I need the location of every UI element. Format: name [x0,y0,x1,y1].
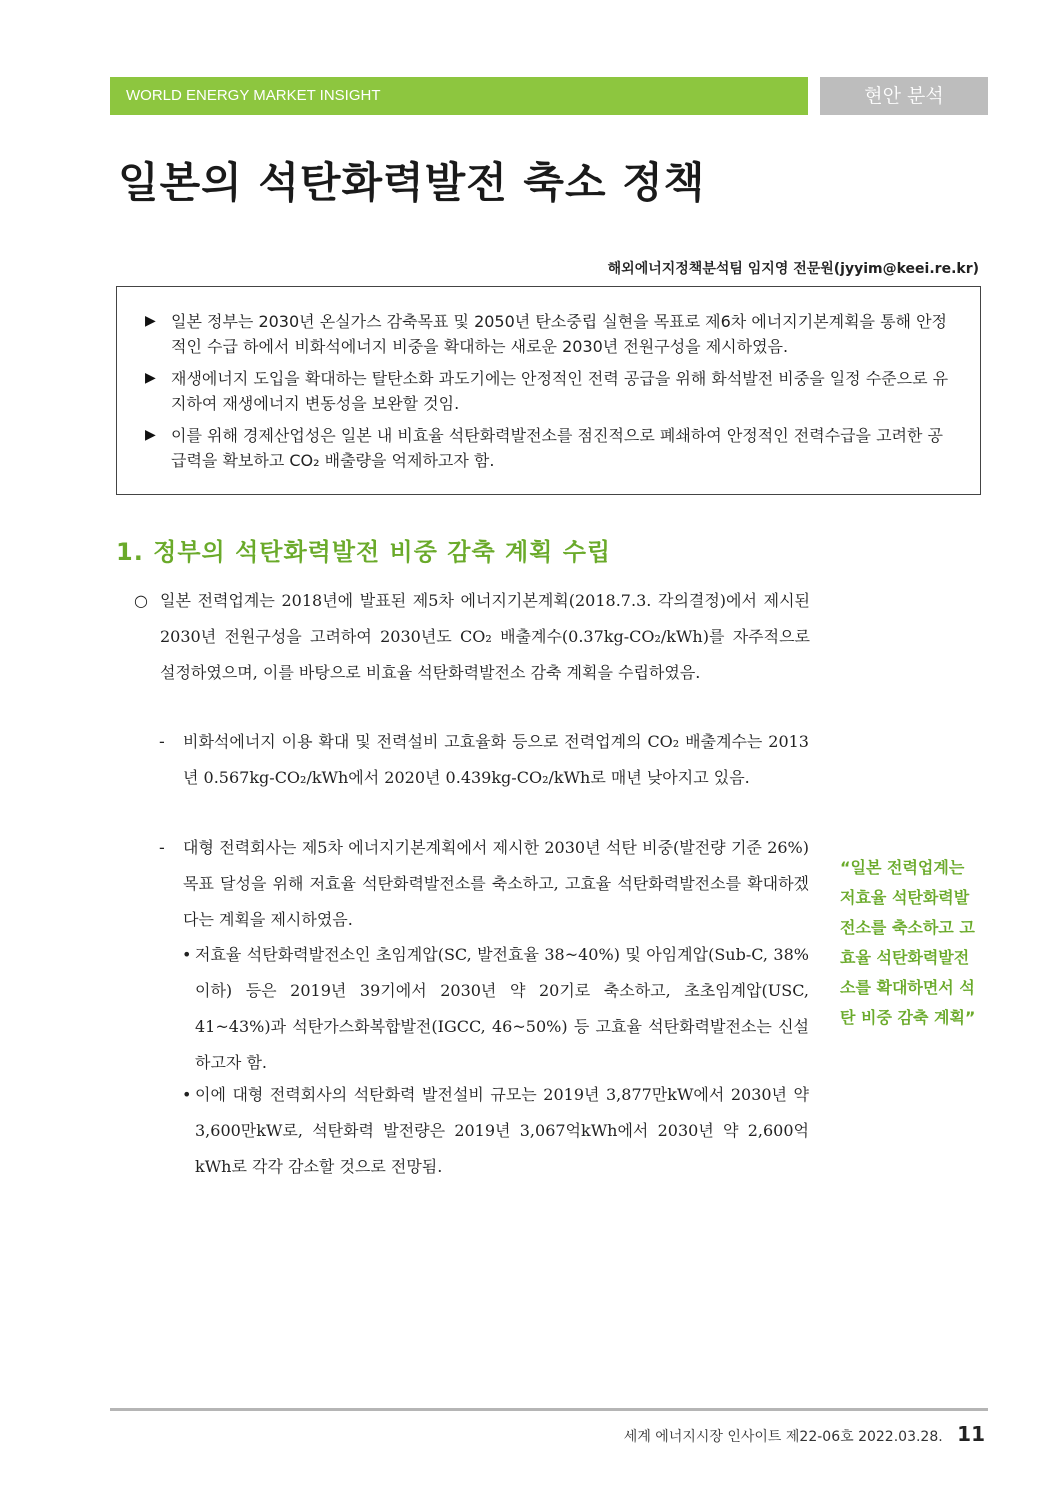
summary-box [116,286,981,495]
dot-bullet-icon: • [182,1085,192,1104]
summary-text: 재생에너지 도입을 확대하는 탈탄소화 과도기에는 안정적인 전력 공급을 위해 화석발전 비중을 일정 수준으로 유지하여 재생에너지 변동성을 보완할 것임. [171,369,949,413]
triangle-bullet-icon: ▶ [145,313,156,329]
pull-quote: “일본 전력업계는 저효율 석탄화력발전소를 축소하고 고효율 석탄화력발전소를 확대하면서 석탄 비중 감축 계획” [840,858,976,1027]
footer-divider [110,1408,988,1411]
page-footer [624,1422,985,1446]
series-banner: WORLD ENERGY MARKET INSIGHT [110,77,808,115]
dot-paragraph-text: 저효율 석탄화력발전소인 초임계압(SC, 발전효율 38~40%) 및 아임계압(Sub-C, 38% 이하) 등은 2019년 39기에서 2030년 약 20기로 축소하고, 초초임계압(USC, 41~43%)과 석탄가스화복합발전(IGCC, 46~50%) 등 고효율 석탄화력발전소는 신설하고자 함. [195,945,809,1072]
circle-bullet-icon: ○ [134,591,148,610]
dot-paragraph [182,1077,809,1185]
publication-info: 세계 에너지시장 인사이트 제22-06호 2022.03.28. [623,1429,943,1445]
dot-bullet-icon: • [182,945,192,964]
summary-item [145,423,956,473]
main-paragraph-text: 일본 전력업계는 2018년에 발표된 제5차 에너지기본계획(2018.7.3. 각의결정)에서 제시된 2030년 전원구성을 고려하여 2030년도 CO₂ 배출계수(0.37kg-CO₂/kWh)를 자주적으로 설정하였으며, 이를 바탕으로 비효율 석탄화력발전소 감축 계획을 수립하였음. [160,591,810,682]
summary-item [145,309,956,359]
summary-text: 이를 위해 경제산업성은 일본 내 비효율 석탄화력발전소를 점진적으로 폐쇄하여 안정적인 전력수급을 고려한 공급력을 확보하고 CO₂ 배출량을 억제하고자 함. [171,426,944,470]
dash-paragraph [159,830,809,938]
author-line: 해외에너지정책분석팀 임지영 전문원(jyyim@keei.re.kr) [607,261,979,277]
triangle-bullet-icon: ▶ [145,427,156,443]
page-number: 11 [957,1422,985,1446]
dash-bullet: - [159,838,165,857]
dash-paragraph [159,724,809,796]
triangle-bullet-icon: ▶ [145,370,156,386]
category-badge: 현안 분석 [820,77,988,115]
dash-paragraph-text: 비화석에너지 이용 확대 및 전력설비 고효율화 등으로 전력업계의 CO₂ 배출계수는 2013년 0.567kg-CO₂/kWh에서 2020년 0.439kg-CO₂/kWh로 매년 낮아지고 있음. [183,732,809,787]
dot-paragraph [182,937,809,1081]
section-heading: 1. 정부의 석탄화력발전 비중 감축 계획 수립 [116,538,612,566]
dash-paragraph-text: 대형 전력회사는 제5차 에너지기본계획에서 제시한 2030년 석탄 비중(발전량 기준 26%) 목표 달성을 위해 저효율 석탄화력발전소를 축소하고, 고효율 석탄화력발전소를 확대하겠다는 계획을 제시하였음. [183,838,809,929]
summary-text: 일본 정부는 2030년 온실가스 감축목표 및 2050년 탄소중립 실현을 목표로 제6차 에너지기본계획을 통해 안정적인 수급 하에서 비화석에너지 비중을 확대하는 새로운 2030년 전원구성을 제시하였음. [171,312,947,356]
page-title: 일본의 석탄화력발전 축소 정책 [118,158,706,207]
dash-bullet: - [159,732,165,751]
dot-paragraph-text: 이에 대형 전력회사의 석탄화력 발전설비 규모는 2019년 3,877만kW에서 2030년 약 3,600만kW로, 석탄화력 발전량은 2019년 3,067억kWh에서 2030년 약 2,600억kWh로 각각 감소할 것으로 전망됨. [195,1085,809,1176]
main-paragraph [134,583,810,691]
summary-item [145,366,956,416]
